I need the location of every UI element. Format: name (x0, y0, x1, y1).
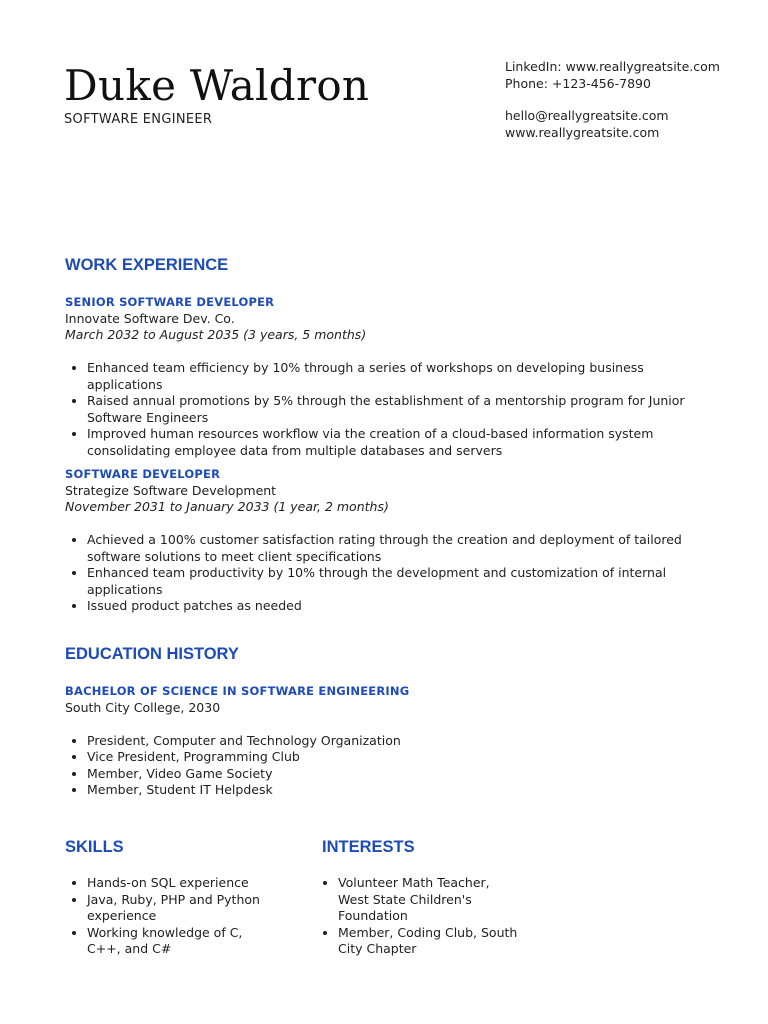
education-bullet: • Vice President, Programming Club (87, 749, 705, 766)
job-dates: November 2031 to January 2033 (1 year, 2 months) (65, 499, 389, 514)
education-bullet: • Member, Video Game Society (87, 766, 705, 783)
education-entry (65, 683, 705, 799)
job-bullet: • Raised annual promotions by 5% through the establishment of a mentorship program for Junior Software Engineers (87, 393, 705, 426)
job-bullet: • Achieved a 100% customer satisfaction rating through the creation and deployment of tailored software solutions to meet client specifications (87, 532, 705, 565)
interests-heading: INTERESTS (322, 838, 415, 856)
education-bullet: • President, Computer and Technology Organization (87, 733, 705, 750)
skill-item: • Working knowledge of C, C++, and C# (87, 925, 265, 958)
contact-block (505, 59, 720, 141)
job-company: Innovate Software Dev. Co. (65, 310, 235, 326)
interest-item: • Volunteer Math Teacher, West State Children's Foundation (338, 875, 520, 925)
degree-title: BACHELOR OF SCIENCE IN SOFTWARE ENGINEERING (65, 684, 410, 698)
interest-item: • Member, Coding Club, South City Chapter (338, 925, 520, 958)
job-dates: March 2032 to August 2035 (3 years, 5 months) (65, 327, 367, 342)
work-experience-heading: WORK EXPERIENCE (65, 256, 229, 274)
job-entry (65, 294, 705, 459)
interests-list (316, 875, 520, 958)
website-text: www.reallygreatsite.com (505, 124, 660, 140)
skill-item: • Hands-on SQL experience (87, 875, 265, 892)
job-entry (65, 466, 705, 615)
education-bullet-list (65, 733, 705, 799)
education-bullet: • Member, Student IT Helpdesk (87, 782, 705, 799)
candidate-name: Duke Waldron (64, 61, 370, 110)
job-bullet-list (65, 360, 705, 459)
education-heading: EDUCATION HISTORY (65, 645, 239, 663)
skills-column (65, 875, 265, 958)
contact-spacer (505, 92, 720, 108)
skills-list (65, 875, 265, 958)
job-title: SENIOR SOFTWARE DEVELOPER (65, 295, 275, 309)
job-title: SOFTWARE DEVELOPER (65, 467, 221, 481)
candidate-role: SOFTWARE ENGINEER (64, 112, 213, 127)
phone-text: Phone: +123-456-7890 (505, 75, 651, 91)
skills-heading: SKILLS (65, 838, 124, 856)
interests-column (316, 875, 520, 958)
job-company: Strategize Software Development (65, 482, 277, 498)
job-bullet-list (65, 532, 705, 615)
skill-item: • Java, Ruby, PHP and Python experience (87, 892, 265, 925)
job-bullet: • Improved human resources workflow via the creation of a cloud-based information system consolidating employee data from multiple databases and servers (87, 426, 705, 459)
email-text: hello@reallygreatsite.com (505, 108, 669, 123)
linkedin-text: LinkedIn: www.reallygreatsite.com (505, 59, 720, 74)
job-bullet: • Enhanced team productivity by 10% through the development and customization of internal applications (87, 565, 705, 598)
job-bullet: • Enhanced team efficiency by 10% through a series of workshops on developing business applications (87, 360, 705, 393)
job-bullet: • Issued product patches as needed (87, 598, 705, 615)
school-name: South City College, 2030 (65, 699, 221, 715)
